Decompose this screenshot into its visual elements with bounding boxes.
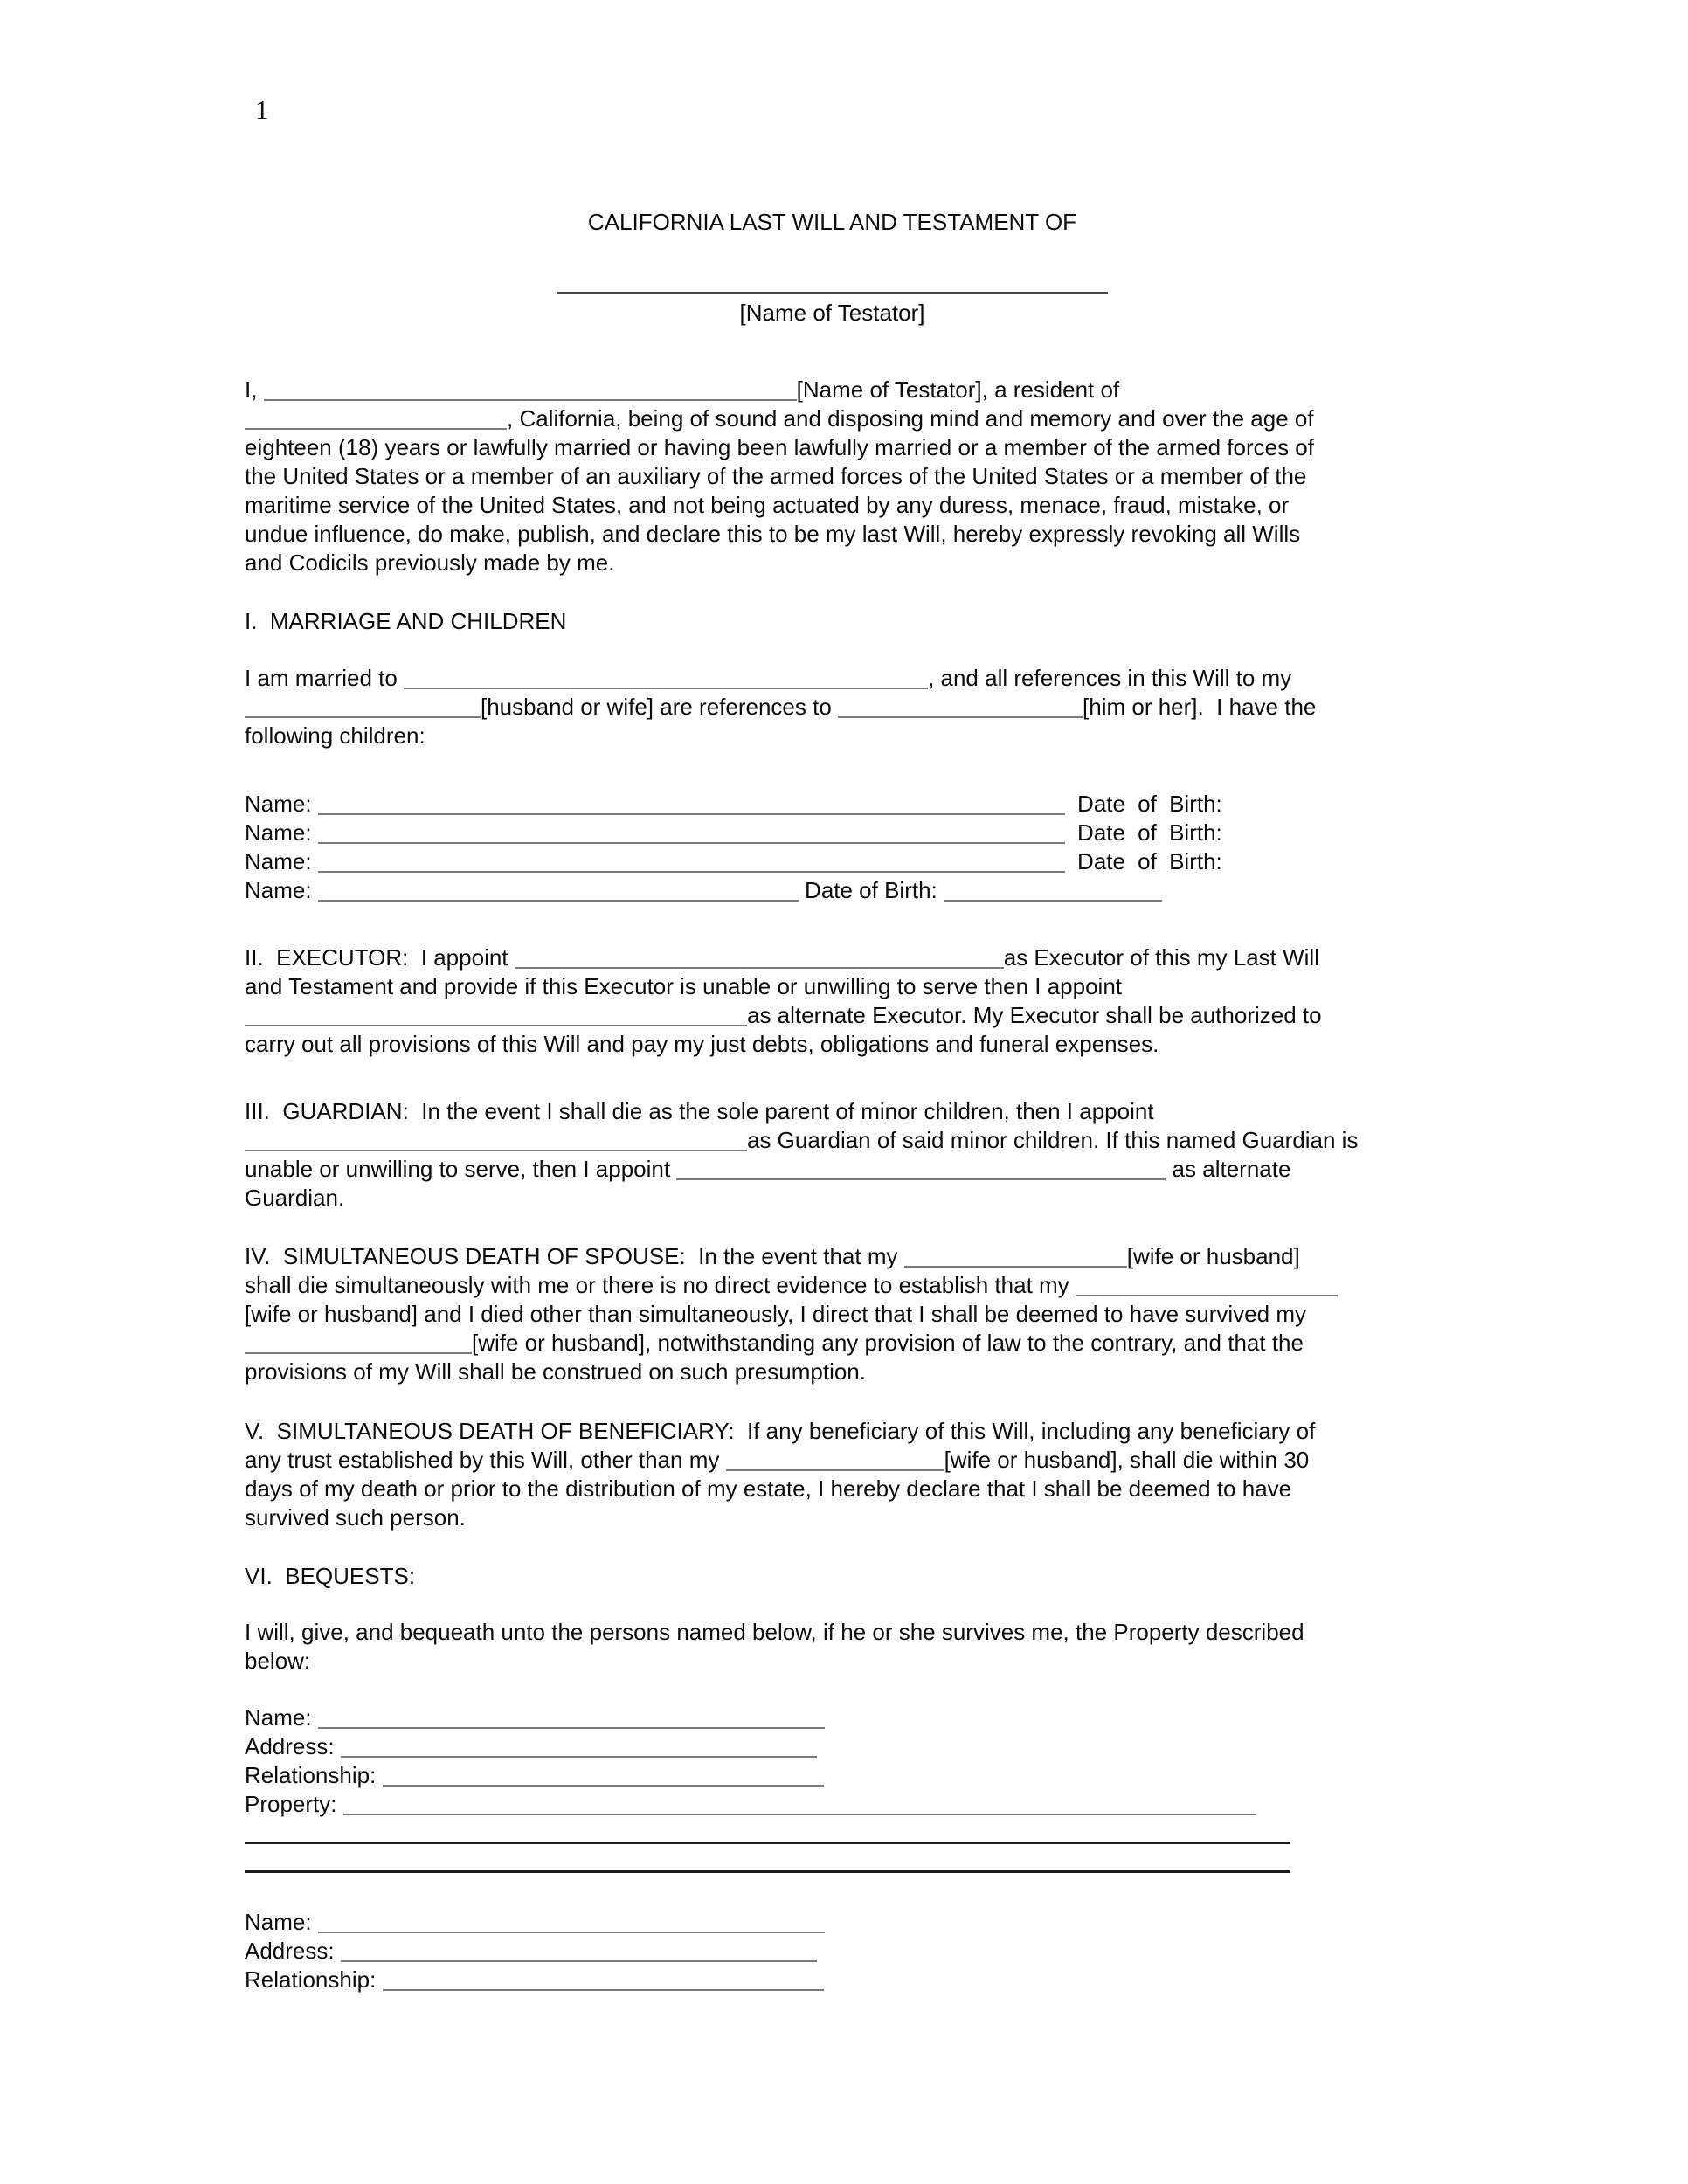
text-segment: Date of Birth: (1064, 791, 1222, 817)
text-segment: Guardian. (245, 1185, 345, 1211)
text-segment: I will, give, and bequeath unto the persons named below, if he or she survives me, the Property described (245, 1619, 1304, 1645)
blank-field[interactable] (944, 879, 1162, 902)
form-line (245, 1417, 1420, 1446)
children-list (245, 790, 1420, 905)
text-segment: Name: (245, 1909, 318, 1935)
form-line (245, 433, 1420, 462)
blank-field[interactable] (904, 1245, 1127, 1268)
text-segment: carry out all provisions of this Will and pay my just debts, obligations and funeral expenses. (245, 1031, 1159, 1057)
text-segment: unable or unwilling to serve, then I appoint (245, 1156, 677, 1182)
marriage-paragraph (245, 664, 1420, 750)
blank-field[interactable] (318, 792, 1065, 815)
text-segment: days of my death or prior to the distribution of my estate, I hereby declare that I shall be deemed to have (245, 1476, 1292, 1502)
text-segment: [wife or husband] and I died other than simultaneously, I direct that I shall be deemed to have survived my (245, 1301, 1306, 1327)
blank-field[interactable] (341, 1735, 817, 1758)
text-segment: II. EXECUTOR: I appoint (245, 944, 515, 971)
blank-field[interactable] (1076, 1274, 1338, 1296)
form-line (245, 943, 1420, 972)
form-line (245, 1790, 1420, 1819)
form-line (245, 1819, 1420, 1848)
text-segment: V. SIMULTANEOUS DEATH OF BENEFICIARY: If any beneficiary of this Will, including any beneficiary of (245, 1418, 1316, 1444)
text-segment: provisions of my Will shall be construed on such presumption. (245, 1358, 866, 1385)
section-bequests-heading: VI. BEQUESTS: (245, 1563, 416, 1589)
bequest-block-1 (245, 1704, 1420, 1876)
blank-field[interactable] (341, 1939, 817, 1962)
form-line (245, 664, 1420, 693)
form-line (245, 1001, 1420, 1030)
form-line (245, 462, 1420, 491)
text-segment: following children: (245, 722, 425, 749)
text-segment: I, (245, 377, 264, 403)
form-line (245, 1358, 1420, 1386)
text-segment: Date of Birth: (1064, 819, 1222, 846)
document-title: CALIFORNIA LAST WILL AND TESTAMENT OF (587, 209, 1077, 235)
form-line (245, 1446, 1420, 1475)
text-segment: I am married to (245, 665, 405, 691)
text-segment: as Executor of this my Last Will (1003, 944, 1319, 971)
form-line (245, 520, 1420, 549)
form-line (245, 790, 1420, 819)
form-line (245, 693, 1420, 722)
text-segment: eighteen (18) years or lawfully married or having been lawfully married or a member of the armed forces of (245, 434, 1314, 460)
text-segment: IV. SIMULTANEOUS DEATH OF SPOUSE: In the event that my (245, 1243, 904, 1269)
form-line (245, 722, 1420, 750)
text-segment: Name: (245, 877, 318, 903)
text-segment: , and all references in this Will to my (928, 665, 1292, 691)
blank-field[interactable] (245, 407, 507, 430)
text-segment: Relationship: (245, 1762, 383, 1788)
form-line (245, 1271, 1420, 1300)
form-line (245, 1908, 1420, 1937)
form-line (245, 376, 1420, 404)
form-line (245, 1503, 1420, 1532)
blank-field[interactable] (245, 1821, 1290, 1844)
blank-field[interactable] (264, 378, 797, 401)
section-simultaneous-death-beneficiary (245, 1417, 1420, 1532)
text-segment: as Guardian of said minor children. If this named Guardian is (747, 1127, 1359, 1153)
opening-paragraph (245, 376, 1420, 577)
text-segment: Name: (245, 1704, 318, 1731)
blank-field[interactable] (343, 1793, 1256, 1815)
form-line (245, 1030, 1420, 1059)
text-segment: Name: (245, 819, 318, 846)
text-segment: below: (245, 1648, 311, 1674)
form-line (245, 1184, 1420, 1213)
form-line (245, 1704, 1420, 1732)
text-segment: Name: (245, 791, 318, 817)
text-segment: shall die simultaneously with me or there is no direct evidence to establish that my (245, 1272, 1076, 1298)
text-segment: Relationship: (245, 1966, 383, 1993)
blank-field[interactable] (383, 1764, 824, 1787)
text-segment: Name: (245, 848, 318, 874)
form-line (245, 1618, 1420, 1647)
form-line (245, 1242, 1420, 1271)
blank-field[interactable] (676, 1158, 1166, 1180)
section-executor (245, 943, 1420, 1059)
form-line (245, 1848, 1420, 1876)
section-marriage-heading: I. MARRIAGE AND CHILDREN (245, 608, 567, 634)
text-segment: Address: (245, 1938, 341, 1964)
form-line (245, 972, 1420, 1001)
form-line (245, 1300, 1420, 1329)
form-line (245, 876, 1420, 905)
text-segment: any trust established by this Will, other than my (245, 1447, 726, 1473)
blank-field[interactable] (838, 695, 1083, 718)
text-segment: and Testament and provide if this Executor is unable or unwilling to serve then I appoint (245, 973, 1123, 999)
form-line (245, 1097, 1420, 1126)
blank-field[interactable] (245, 695, 481, 718)
form-line (245, 1475, 1420, 1503)
text-segment: Property: (245, 1791, 343, 1817)
page-number: 1 (255, 94, 269, 125)
form-line (245, 1329, 1420, 1358)
bequest-block-2 (245, 1908, 1420, 1994)
bequests-intro (245, 1618, 1420, 1676)
document-content (245, 208, 1420, 1994)
text-segment: [Name of Testator], a resident of (796, 377, 1120, 403)
blank-field[interactable] (318, 1706, 825, 1729)
blank-field[interactable] (318, 879, 799, 902)
form-line (245, 1761, 1420, 1790)
form-line (245, 1966, 1420, 1994)
text-segment: the United States or a member of an auxiliary of the armed forces of the United States or a member of the (245, 463, 1307, 489)
form-line (245, 1647, 1420, 1676)
form-line (245, 819, 1420, 847)
text-segment: Address: (245, 1733, 341, 1759)
text-segment: as alternate Executor. My Executor shall be authorized to (747, 1002, 1322, 1028)
form-line (245, 1732, 1420, 1761)
text-segment: [wife or husband], shall die within 30 (944, 1447, 1310, 1473)
blank-field[interactable] (404, 667, 928, 689)
blank-field[interactable] (318, 821, 1065, 844)
blank-field[interactable] (726, 1448, 944, 1471)
text-segment: Date of Birth: (1064, 848, 1222, 874)
form-line (245, 1155, 1420, 1184)
form-line (245, 549, 1420, 577)
form-line (245, 847, 1420, 876)
text-segment: maritime service of the United States, and not being actuated by any duress, menace, fraud, mistake, or (245, 492, 1290, 518)
testator-caption: [Name of Testator] (739, 300, 925, 326)
section-guardian (245, 1097, 1420, 1213)
text-segment: Date of Birth: (798, 877, 944, 903)
form-line (245, 404, 1420, 433)
form-line (245, 491, 1420, 520)
blank-field[interactable] (318, 850, 1065, 873)
section-simultaneous-death-spouse (245, 1242, 1420, 1386)
blank-field[interactable] (383, 1968, 824, 1991)
blank-field[interactable] (245, 1129, 747, 1151)
text-segment: survived such person. (245, 1504, 466, 1531)
text-segment: and Codicils previously made by me. (245, 549, 615, 576)
blank-field[interactable] (245, 1331, 472, 1354)
blank-field[interactable] (245, 1849, 1290, 1873)
testator-name-blank[interactable] (557, 292, 1108, 294)
text-segment: undue influence, do make, publish, and declare this to be my last Will, hereby expressly revoking all Wills (245, 521, 1301, 547)
blank-field[interactable] (515, 946, 1004, 969)
text-segment: , California, being of sound and disposing mind and memory and over the age of (507, 405, 1314, 432)
text-segment: [wife or husband], notwithstanding any provision of law to the contrary, and that the (472, 1330, 1304, 1356)
text-segment: as alternate (1166, 1156, 1291, 1182)
form-line (245, 1126, 1420, 1155)
text-segment: [him or her]. I have the (1083, 694, 1317, 720)
text-segment: III. GUARDIAN: In the event I shall die as the sole parent of minor children, then I appoint (245, 1098, 1154, 1124)
text-segment: [wife or husband] (1126, 1243, 1300, 1269)
form-line (245, 1937, 1420, 1966)
blank-field[interactable] (245, 1004, 747, 1026)
blank-field[interactable] (318, 1911, 825, 1933)
text-segment: [husband or wife] are references to (481, 694, 839, 720)
